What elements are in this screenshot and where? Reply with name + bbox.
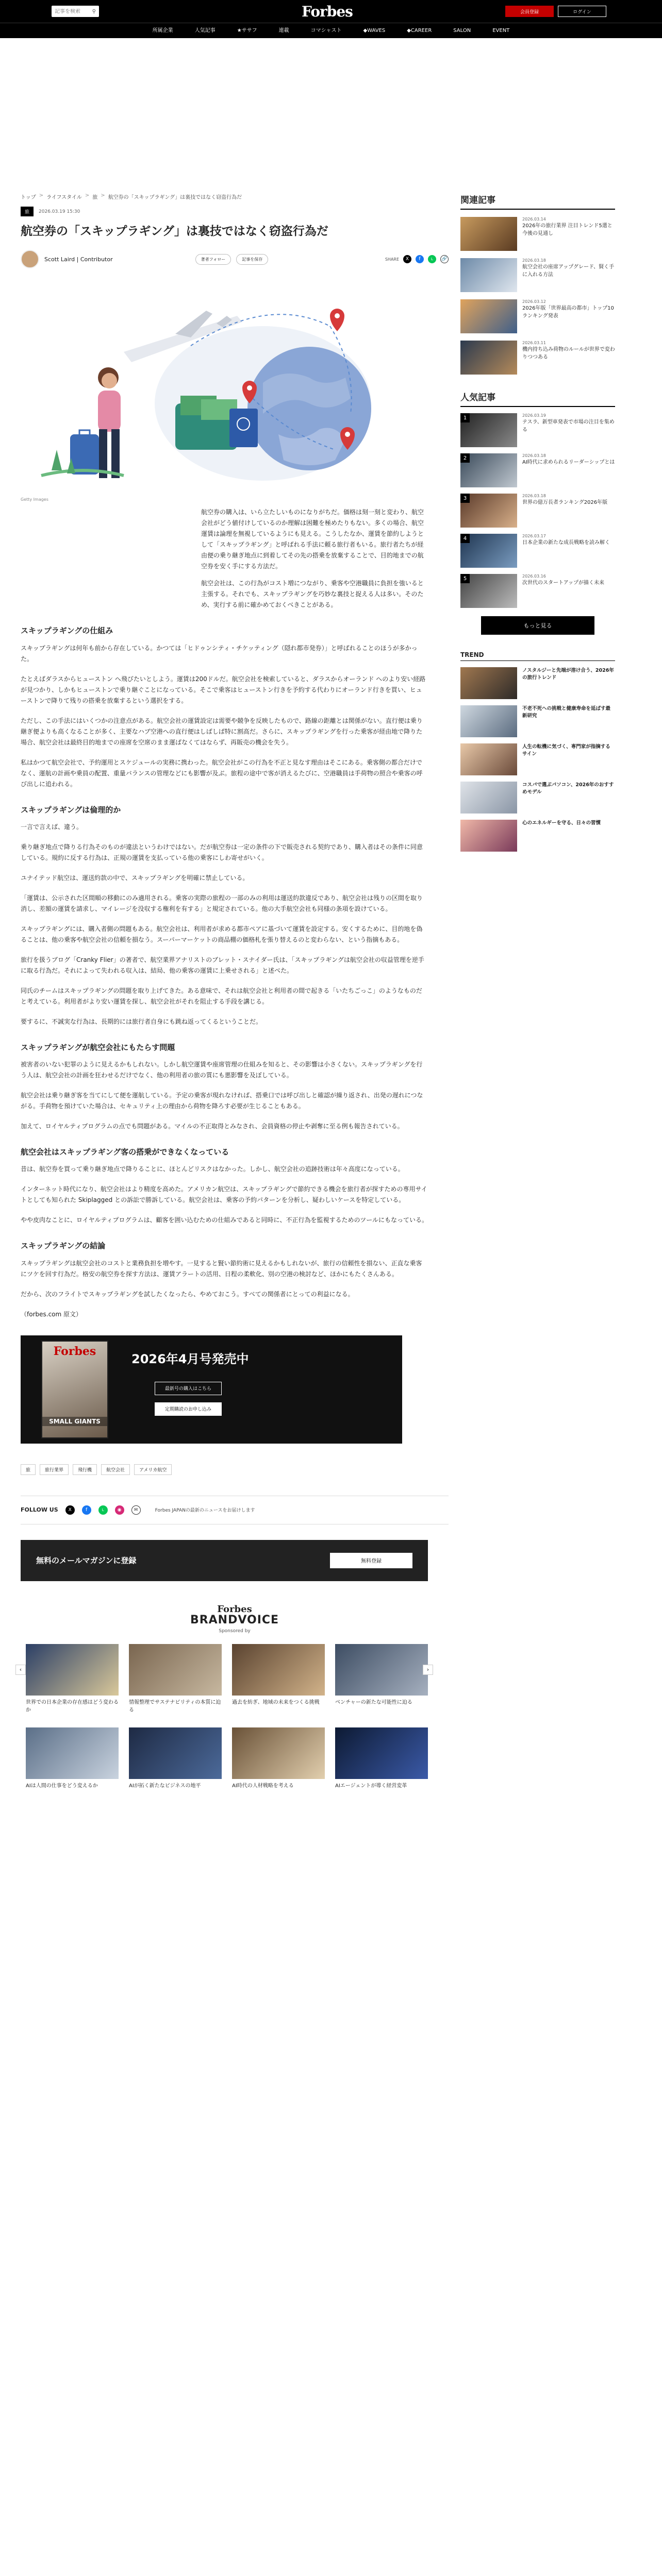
body-paragraph: 昔は、航空券を買って乗り継ぎ地点で降りることに、ほとんどリスクはなかった。しかし、航空会社の追跡技術は年々高度になっている。 bbox=[21, 1165, 404, 1173]
related-title: 航空会社の座席アップグレード、賢く手に入れる方法 bbox=[522, 264, 615, 278]
inline-ad-space bbox=[21, 507, 175, 636]
related-title: 2026年版「世界最高の都市」トップ10ランキング発表 bbox=[522, 306, 614, 319]
body-paragraph: 「運賃は、公示された区間順の移動にのみ適用される。乗客の実際の旅程の一部のみの利用は運送約款違反であり、航空会社は残りの区間を取り消し、差額の運賃を請求し、マイレージを没収する権利を有する」と規定されている。他の大手航空会社も同様の条項を設けている。 bbox=[21, 894, 423, 912]
author-row bbox=[21, 250, 449, 268]
rank-number: 2 bbox=[460, 453, 470, 463]
trend-title: 人生の転機に気づく、専門家が指摘するサイン bbox=[522, 744, 610, 757]
article-body bbox=[21, 624, 428, 1319]
related-date: 2026.03.14 bbox=[522, 217, 546, 222]
brandvoice-grid bbox=[26, 1644, 449, 1790]
lead-section bbox=[21, 507, 449, 611]
top-bar bbox=[0, 0, 662, 23]
save-article-button[interactable]: 記事を保存 bbox=[236, 254, 268, 265]
related-title: 機内持ち込み荷物のルールが世界で変わりつつある bbox=[522, 347, 615, 360]
instagram-icon[interactable]: ◉ bbox=[115, 1505, 124, 1515]
section-heading: 航空会社はスキップラギング客の搭乗ができなくなっている bbox=[21, 1147, 229, 1157]
nav-item[interactable]: EVENT bbox=[492, 28, 510, 33]
brandvoice-name: BRANDVOICE bbox=[190, 1613, 279, 1626]
lead-text bbox=[201, 507, 428, 611]
trend-title: コスパで選ぶパソコン、2026年のおすすめモデル bbox=[522, 782, 614, 795]
card-title: 情報整理でサステナビリティの本質に迫る bbox=[129, 1699, 221, 1713]
breadcrumb: トップ > ライフスタイル > 旅 > 航空券の「スキップラギング」は裏技ではなく窃盗行為だ bbox=[21, 193, 242, 200]
card-image bbox=[26, 1644, 119, 1696]
trend-thumb bbox=[460, 782, 517, 814]
related-item[interactable] bbox=[460, 217, 615, 251]
card-image bbox=[26, 1727, 119, 1779]
body-paragraph: 航空会社は乗り継ぎ客を当てにして便を運航している。予定の乗客が現れなければ、搭乗口では呼び出しと確認が繰り返され、出発の遅れにつながる。手荷物を預けていた場合は、セキュリティ上の理由から荷物を降ろす必要が生じることもある。 bbox=[21, 1092, 423, 1110]
ranking-date: 2026.03.19 bbox=[522, 413, 546, 418]
ranking-item[interactable] bbox=[460, 574, 615, 608]
trend-thumb bbox=[460, 820, 517, 852]
related-date: 2026.03.11 bbox=[522, 341, 546, 345]
ranking-date: 2026.03.17 bbox=[522, 534, 546, 538]
newsletter-banner bbox=[21, 1540, 428, 1581]
hero-illustration bbox=[21, 280, 402, 496]
newsletter-title: 無料のメールマガジンに登録 bbox=[36, 1556, 137, 1566]
related-item[interactable] bbox=[460, 258, 615, 292]
brandvoice-card[interactable] bbox=[129, 1644, 222, 1714]
facebook-share-icon[interactable]: f bbox=[416, 255, 424, 263]
share-label: SHARE bbox=[385, 257, 399, 262]
tag-list bbox=[21, 1464, 449, 1475]
trend-item[interactable] bbox=[460, 705, 615, 737]
magazine-cover[interactable] bbox=[41, 1341, 108, 1438]
traveler-figure bbox=[70, 367, 121, 478]
tag[interactable]: アメリカ航空 bbox=[134, 1464, 172, 1475]
trend-heading: TREND bbox=[460, 651, 615, 661]
author-avatar[interactable] bbox=[21, 250, 39, 268]
brandvoice-card[interactable] bbox=[26, 1644, 119, 1714]
body-paragraph: ただし、この手法にはいくつかの注意点がある。航空会社の運賃設定は需要や競争を反映したもので、路線の距離とは関係がない。直行便は乗り継ぎ便よりも高くなることが多く、主要なハブ空港への直行便はしばしば特に割高だ。さらに、スキップラギングを行った乗客が経由地で降りた場合、航空会社は最終目的地までの座席を空席のまま運ばなくてはならず、再販売の機会を失う。 bbox=[21, 717, 423, 746]
carousel-prev-icon[interactable]: ‹ bbox=[15, 1665, 26, 1675]
trend-thumb bbox=[460, 743, 517, 775]
trend-item[interactable] bbox=[460, 743, 615, 775]
ranking-date: 2026.03.18 bbox=[522, 494, 546, 498]
x-icon[interactable]: X bbox=[65, 1505, 75, 1515]
facebook-icon[interactable]: f bbox=[82, 1505, 91, 1515]
carousel-next-icon[interactable]: › bbox=[423, 1665, 433, 1675]
related-heading: 関連記事 bbox=[460, 193, 615, 210]
section-heading: スキップラギングが航空会社にもたらす問題 bbox=[21, 1042, 175, 1052]
body-paragraph: 一言で言えば、違う。 bbox=[21, 823, 83, 831]
follow-note: Forbes JAPANの最新のニュースをお届けします bbox=[155, 1508, 255, 1514]
card-image bbox=[129, 1644, 222, 1696]
ranking-thumb bbox=[460, 534, 517, 568]
newsletter-signup-button[interactable]: 無料登録 bbox=[330, 1553, 412, 1568]
main-nav bbox=[0, 23, 662, 38]
body-paragraph: 私はかつて航空会社で、予約運用とスケジュールの実務に携わった。航空会社がこの行為を不正と見なす理由はそこにある。乗客側の都合だけでなく、運航の計画や乗員の配置、重量バランスの管理などにも影響が及ぶ。旅程の途中で客が消えるたびに、空港職員は手荷物の照合や乗客の呼び出しに追われる。 bbox=[21, 758, 423, 788]
body-paragraph: （forbes.com 原文） bbox=[21, 1310, 82, 1318]
subscribe-button[interactable]: 定期購読のお申し込み bbox=[155, 1402, 222, 1416]
body-paragraph: 加えて、ロイヤルティプログラムの点でも問題がある。マイルの不正取得とみなされ、会員資格の停止や剥奪に至る例も報告されている。 bbox=[21, 1123, 404, 1130]
tag[interactable]: 航空会社 bbox=[101, 1464, 130, 1475]
related-title: 2026年の旅行業界 注目トレンド5選と今後の見通し bbox=[522, 223, 613, 236]
buy-issue-button[interactable]: 最新号の購入はこちら bbox=[155, 1382, 222, 1395]
ranking-item[interactable] bbox=[460, 534, 615, 568]
breadcrumb-current: 航空券の「スキップラギング」は裏技ではなく窃盗行為だ bbox=[108, 195, 242, 200]
magazine-banner[interactable] bbox=[21, 1335, 402, 1444]
brandvoice-logo: Forbes bbox=[217, 1603, 252, 1615]
sidebar bbox=[460, 193, 615, 852]
body-paragraph: インターネット時代になり、航空会社はより精度を高めた。アメリカン航空は、スキップラギングで節約できる機会を旅行者が探すための専用サイトとしても知られた Skiplagged との訴訟で勝訴している。航空会社は、乗客の予約パターンを分析し、疑わしいケースを特定している。 bbox=[21, 1185, 427, 1204]
body-paragraph: スキップラギングは航空会社のコストと業務負担を増やす。一見すると賢い節約術に見えるかもしれないが、旅行の信頼性を損ない、正直な乗客にツケを回す行為だ。格安の航空券を探す方法は、運賃アラートの活用、日程の柔軟化、別の空港の検討など、ほかにもたくさんある。 bbox=[21, 1259, 422, 1278]
body-paragraph: 乗り継ぎ地点で降りる行為そのものが違法というわけではない。だが航空券は一定の条件の下で販売される契約であり、購入者はその条件に同意している。規約に反する行為は、正規の運賃を支払っている他の乗客にしわ寄せがいく。 bbox=[21, 843, 423, 861]
tag[interactable]: 旅行業界 bbox=[40, 1464, 69, 1475]
article bbox=[21, 193, 449, 1790]
body-paragraph: 旅行を扱うブログ「Cranky Flier」の著者で、航空業界アナリストのブレット・スナイダー氏は、「スキップラギングは航空会社の収益管理を逆手に取る行為だ。それによって失われる収入は、結局、他の乗客の運賃に上乗せされる」と述べた。 bbox=[21, 956, 424, 974]
related-item[interactable] bbox=[460, 299, 615, 333]
brandvoice-card[interactable] bbox=[232, 1644, 325, 1714]
breadcrumb-item[interactable]: 旅 bbox=[92, 195, 98, 200]
body-paragraph: だから、次のフライトでスキップラギングを試したくなったら、やめておこう。すべての関係者にとっての利益になる。 bbox=[21, 1290, 354, 1298]
mail-icon[interactable]: ✉ bbox=[131, 1505, 141, 1515]
body-paragraph: ユナイテッド航空は、運送約款の中で、スキップラギングを明確に禁止している。 bbox=[21, 874, 249, 882]
forbes-logo[interactable]: Forbes bbox=[302, 3, 353, 20]
body-paragraph: たとえばダラスからヒューストン へ飛びたいとしよう。運賃は200ドルだ。航空会社を検索していると、ダラスからオーランド へのより安い経路が見つかり、しかもヒューストンで乗り継ぐことになっている。そこで乗客はヒューストン行きを予約する代わりにオーランド行きを買い、ヒューストンで降りて残りの搭乗を放棄するという選択をする。 bbox=[21, 675, 426, 704]
ranking-item[interactable] bbox=[460, 453, 615, 487]
nav-item[interactable]: ★ササフ bbox=[237, 28, 257, 33]
top-ad-space bbox=[0, 38, 662, 193]
trend-item[interactable] bbox=[460, 667, 615, 699]
brandvoice-card[interactable] bbox=[232, 1727, 325, 1790]
card-image bbox=[335, 1644, 428, 1696]
rank-number: 4 bbox=[460, 534, 470, 543]
brandvoice-sub: Sponsored by bbox=[219, 1628, 251, 1634]
nav-item[interactable]: ◆CAREER bbox=[407, 28, 432, 33]
related-thumb bbox=[460, 217, 517, 251]
ranking-date: 2026.03.16 bbox=[522, 574, 546, 579]
body-paragraph: 同氏のチームはスキップラギングの問題を取り上げてきた。ある意味で、それは航空会社と利用者の間で起きる「いたちごっこ」のようなものだと考えている。利用者がより安い運賃を探し、航空会社がそれを阻止する手段を講じる。 bbox=[21, 987, 422, 1005]
card-title: 過去を紡ぎ、地域の未来をつくる挑戦 bbox=[232, 1699, 320, 1705]
related-thumb bbox=[460, 258, 517, 292]
ranking-item[interactable] bbox=[460, 413, 615, 447]
brandvoice-card[interactable] bbox=[335, 1727, 428, 1790]
ranking-item[interactable] bbox=[460, 494, 615, 528]
trend-thumb bbox=[460, 705, 517, 737]
body-paragraph: 要するに、不誠実な行為は、長期的には旅行者自身にも跳ね返ってくるということだ。 bbox=[21, 1018, 262, 1025]
ranking-title: AI時代に求められるリーダーシップとは bbox=[522, 460, 615, 465]
body-paragraph: スキップラギングには、購入者側の問題もある。航空会社は、利用者が求める都市ペアに基づいて運賃を設定する。安くするために、目的地を偽ることは、他の乗客や航空会社の信頼を損なう。スーパーマーケットの商品棚の価格札を張り替えるのと変わらない、という指摘もある。 bbox=[21, 925, 423, 943]
ranking-thumb bbox=[460, 494, 517, 528]
search-box[interactable] bbox=[52, 6, 99, 17]
ranking-title: テスラ、新型車発表で市場の注目を集める bbox=[522, 419, 615, 433]
card-title: ベンチャーの新たな可能性に迫る bbox=[335, 1699, 412, 1705]
rank-number: 5 bbox=[460, 574, 470, 583]
cover-logo: Forbes bbox=[53, 1344, 96, 1358]
related-thumb bbox=[460, 299, 517, 333]
brandvoice-header bbox=[21, 1604, 449, 1634]
related-date: 2026.03.18 bbox=[522, 258, 546, 263]
breadcrumb-item[interactable]: ライフスタイル bbox=[46, 195, 82, 200]
body-paragraph: スキップラギングは何年も前から存在している。かつては「ヒドゥンシティ・チケッティング（隠れ都市発券）」と呼ばれることのほうが多かった。 bbox=[21, 644, 418, 663]
card-title: AIエージェントが導く経営変革 bbox=[335, 1783, 407, 1789]
search-icon[interactable]: ⚲ bbox=[92, 8, 96, 14]
register-button[interactable]: 会員登録 bbox=[505, 6, 554, 17]
nav-item[interactable]: コマシャスト bbox=[310, 28, 342, 33]
tag[interactable]: 旅 bbox=[21, 1464, 36, 1475]
line-icon[interactable]: L bbox=[98, 1505, 108, 1515]
brandvoice-card[interactable] bbox=[26, 1727, 119, 1790]
ranking-thumb bbox=[460, 413, 517, 447]
ranking-title: 世界の億万長者ランキング2026年版 bbox=[522, 500, 608, 505]
card-title: AIは人間の仕事をどう変えるか bbox=[26, 1783, 98, 1789]
trend-item[interactable] bbox=[460, 820, 615, 852]
login-button[interactable]: ログイン bbox=[558, 6, 606, 17]
rank-number: 1 bbox=[460, 413, 470, 422]
body-paragraph: 被害者のいない犯罪のように見えるかもしれない。しかし航空運賃や座席管理の仕組みを知ると、その影響は小さくない。スキップラギングを行う人は、航空会社の計画を狂わせるだけでなく、他の利用者の旅の質にも悪影響を及ぼしている。 bbox=[21, 1061, 423, 1079]
trend-title: 心のエネルギーを守る、日々の習慣 bbox=[522, 820, 601, 826]
category-badge[interactable]: 旅 bbox=[21, 207, 34, 216]
ranking-thumb bbox=[460, 453, 517, 487]
follow-us-label: FOLLOW US bbox=[21, 1506, 58, 1514]
nav-item[interactable]: 連載 bbox=[278, 28, 289, 33]
card-image bbox=[232, 1644, 325, 1696]
ranking-thumb bbox=[460, 574, 517, 608]
x-share-icon[interactable]: X bbox=[403, 255, 411, 263]
line-share-icon[interactable]: L bbox=[428, 255, 436, 263]
article-meta bbox=[21, 207, 449, 216]
lead-paragraph: 航空券の購入は、いら立たしいものになりがちだ。価格は刻一刻と変わり、航空会社がどう値付けしているのか理解は困難を極めたりもない。多くの場合、航空運賃は論理を無視しているようにも見える。こうしたなか、運賃を節約しようとして「スキップラギング」と呼ばれる手法に頼る旅行者もいる。旅行者たちが経由便の乗り継ぎ地点に到着してその先の搭乗を放棄することで、目的地までの航空券を安く手にする方法だ。 bbox=[201, 509, 424, 570]
article-title: 航空券の「スキップラギング」は裏技ではなく窃盗行為だ bbox=[21, 224, 328, 238]
rank-number: 3 bbox=[460, 494, 470, 503]
suitcase-icon bbox=[70, 434, 99, 474]
card-image bbox=[232, 1727, 325, 1779]
cover-title: SMALL GIANTS bbox=[42, 1417, 107, 1426]
related-thumb bbox=[460, 341, 517, 375]
breadcrumb-item[interactable]: トップ bbox=[21, 195, 36, 200]
search-input[interactable] bbox=[55, 9, 92, 14]
card-image bbox=[129, 1727, 222, 1779]
nav-item[interactable]: SALON bbox=[453, 28, 471, 33]
follow-us-row bbox=[21, 1496, 449, 1524]
section-heading: スキップラギングは倫理的か bbox=[21, 805, 121, 815]
card-title: AIが拓く新たなビジネスの地平 bbox=[129, 1783, 201, 1789]
body-paragraph: やや皮肉なことに、ロイヤルティプログラムは、顧客を囲い込むための仕組みであると同時に、不正行為を監視するためのツールにもなっている。 bbox=[21, 1216, 428, 1224]
more-button[interactable]: もっと見る bbox=[481, 616, 594, 635]
card-title: AI時代の人材戦略を考える bbox=[232, 1783, 294, 1789]
passport-icon bbox=[229, 409, 258, 447]
location-pin-icon bbox=[330, 309, 344, 331]
card-image bbox=[335, 1727, 428, 1779]
link-copy-icon[interactable]: 🔗 bbox=[440, 255, 449, 263]
trend-title: ノスタルジーと先端が溶け合う、2026年の旅行トレンド bbox=[522, 668, 614, 681]
nav-item[interactable]: ◆WAVES bbox=[363, 28, 386, 33]
ranking-title: 日本企業の新たな成長戦略を読み解く bbox=[522, 540, 610, 546]
section-heading: スキップラギングの結論 bbox=[21, 1241, 106, 1251]
magazine-headline: 2026年4月号発売中 bbox=[131, 1351, 249, 1366]
author-name[interactable]: Scott Laird | Contributor bbox=[44, 256, 113, 263]
section-heading: スキップラギングの仕組み bbox=[21, 626, 113, 636]
trend-item[interactable] bbox=[460, 782, 615, 814]
nav-item[interactable]: 人気記事 bbox=[194, 28, 216, 33]
follow-author-button[interactable]: 著者フォロー bbox=[195, 254, 231, 265]
related-date: 2026.03.12 bbox=[522, 299, 546, 304]
share-bar bbox=[385, 255, 449, 263]
hero-illustration-svg bbox=[21, 280, 402, 496]
card-title: 世界での日本企業の存在感はどう変わるか bbox=[26, 1699, 119, 1713]
ranking-date: 2026.03.18 bbox=[522, 453, 546, 458]
ranking-title: 次世代のスタートアップが描く未来 bbox=[522, 580, 604, 586]
brandvoice-card[interactable] bbox=[335, 1644, 428, 1714]
ranking-heading: 人気記事 bbox=[460, 390, 615, 407]
brandvoice-card[interactable] bbox=[129, 1727, 222, 1790]
tag[interactable]: 飛行機 bbox=[73, 1464, 97, 1475]
related-item[interactable] bbox=[460, 341, 615, 375]
nav-item[interactable]: 所属企業 bbox=[152, 28, 173, 33]
trend-thumb bbox=[460, 667, 517, 699]
publish-date: 2026.03.19 15:30 bbox=[39, 209, 80, 214]
trend-title: 不老不死への挑戦と健康寿命を延ばす最新研究 bbox=[522, 706, 611, 719]
lead-paragraph: 航空会社は、この行為がコスト増につながり、乗客や空港職員に負担を強いると主張する。それでも、スキップラギングを巧妙な裏技と捉える人は多い。そのため、実行する前に確かめておくべきことがある。 bbox=[201, 580, 424, 609]
image-credit: Getty Images bbox=[21, 497, 48, 502]
